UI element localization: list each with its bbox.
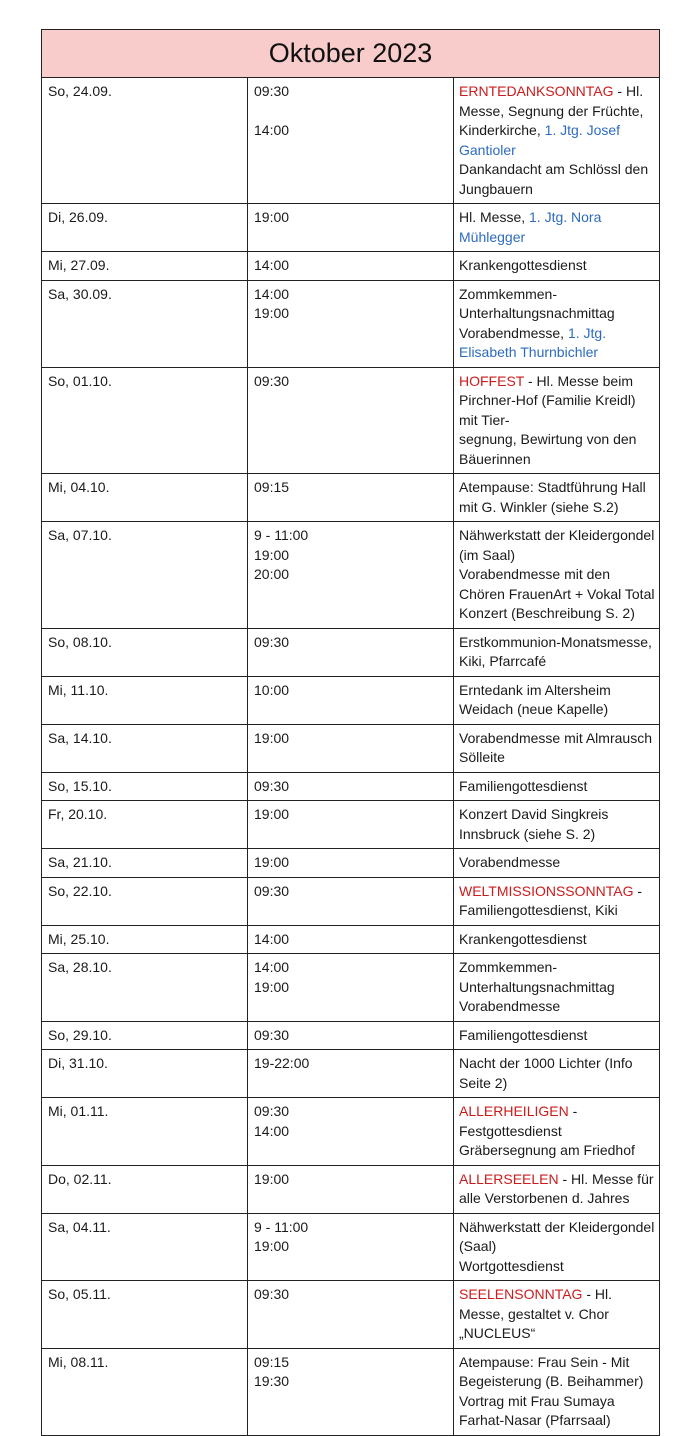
description-text: Atempause: Stadtführung Hall mit G. Winkler (siehe S.2): [459, 479, 646, 515]
event-row: [42, 204, 660, 252]
event-times: [248, 877, 454, 925]
event-times: [248, 1213, 454, 1281]
description-line: [459, 160, 655, 199]
event-description: [454, 1021, 660, 1050]
event-times: [248, 801, 454, 849]
description-text: Familiengottesdienst: [459, 777, 588, 794]
event-time: 14:00: [254, 257, 290, 273]
event-description: [454, 78, 660, 204]
event-times: [248, 204, 454, 252]
event-description: [454, 1050, 660, 1098]
event-row: [42, 474, 660, 522]
description-text: Vorabendmesse: [459, 854, 561, 870]
event-description: [454, 676, 660, 724]
description-text: Nähwerkstatt der Kleidergondel (im Saal): [459, 527, 655, 563]
event-row: [42, 522, 660, 629]
event-description: [454, 801, 660, 849]
event-date: Mi, 25.10.: [42, 925, 248, 954]
description-text: - Festgottesdienst: [459, 1103, 578, 1139]
description-text: Dankandacht am Schlössl den Jungbauern: [459, 161, 649, 197]
event-row: [42, 925, 660, 954]
description-line: [459, 1353, 655, 1392]
feast-label: HOFFEST: [459, 372, 525, 389]
event-date: Sa, 07.10.: [42, 522, 248, 629]
description-line: [459, 1392, 655, 1431]
event-time: 19:30: [254, 1373, 290, 1389]
event-time: 14:00: [254, 1122, 290, 1139]
event-times: [248, 724, 454, 772]
event-date: Mi, 11.10.: [42, 676, 248, 724]
event-time: 19:00: [254, 546, 290, 563]
event-row: [42, 772, 660, 801]
event-time: 19:00: [254, 305, 290, 321]
description-line: [459, 1054, 655, 1093]
event-date: Mi, 04.10.: [42, 474, 248, 522]
event-times: [248, 1165, 454, 1213]
event-date: So, 08.10.: [42, 628, 248, 676]
description-line: [459, 729, 655, 768]
event-time: 09:15: [254, 1353, 290, 1370]
event-list: [42, 78, 660, 1436]
event-time: 19:00: [254, 978, 290, 995]
event-times: [248, 474, 454, 522]
description-line: [459, 372, 655, 431]
description-text: - Hl. Messe beim Pirchner-Hof (Familie Kreidl) mit Tier-: [459, 372, 636, 428]
description-text: Vorabendmesse,: [459, 324, 568, 341]
event-description: [454, 474, 660, 522]
description-line: [459, 930, 655, 950]
event-time: 09:30: [254, 372, 290, 389]
anniversary-note: 1. Jtg. Elisabeth Thurnbichler: [459, 324, 607, 360]
feast-label: ERNTEDANKSONNTAG: [459, 83, 614, 99]
description-text: Konzert (Beschreibung S. 2): [459, 605, 635, 621]
event-times: [248, 78, 454, 204]
event-description: [454, 849, 660, 878]
event-row: [42, 628, 660, 676]
description-text: Kinderkirche,: [459, 122, 545, 138]
event-times: [248, 676, 454, 724]
event-date: So, 29.10.: [42, 1021, 248, 1050]
event-time: 09:30: [254, 1286, 290, 1302]
event-row: [42, 252, 660, 281]
description-line: [459, 882, 655, 921]
event-time: 09:30: [254, 1103, 290, 1119]
event-description: [454, 877, 660, 925]
event-description: [454, 204, 660, 252]
description-line: [459, 324, 655, 363]
event-time: 09:30: [254, 1026, 290, 1043]
description-text: Nähwerkstatt der Kleidergondel (Saal): [459, 1218, 655, 1254]
event-date: Mi, 27.09.: [42, 252, 248, 281]
event-date: Do, 02.11.: [42, 1165, 248, 1213]
description-line: [459, 805, 655, 844]
event-time: 14:00: [254, 122, 290, 138]
event-description: [454, 522, 660, 629]
event-date: Fr, 20.10.: [42, 801, 248, 849]
description-line: [459, 997, 655, 1017]
description-line: [459, 853, 655, 873]
description-text: Gräbersegnung am Friedhof: [459, 1142, 635, 1158]
event-time: 19:00: [254, 1170, 290, 1187]
event-times: [248, 280, 454, 367]
page-title: Oktober 2023: [42, 30, 660, 78]
feast-label: ALLERHEILIGEN: [459, 1103, 569, 1119]
event-description: [454, 724, 660, 772]
event-time: 09:30: [254, 777, 290, 794]
event-table: [41, 29, 660, 1436]
event-times: [248, 1098, 454, 1166]
description-text: Vorabendmesse: [459, 998, 561, 1014]
description-line: [459, 1170, 655, 1209]
description-text: Erntedank im Altersheim Weidach (neue Kapelle): [459, 681, 611, 717]
description-line: [459, 1026, 655, 1046]
event-time: 09:30: [254, 882, 290, 899]
event-row: [42, 1213, 660, 1281]
event-time: 19:00: [254, 854, 290, 870]
event-times: [248, 954, 454, 1022]
anniversary-note: 1. Jtg. Josef Gantioler: [459, 122, 621, 158]
description-line: [459, 681, 655, 720]
event-date: So, 15.10.: [42, 772, 248, 801]
event-date: So, 05.11.: [42, 1281, 248, 1349]
event-date: So, 22.10.: [42, 877, 248, 925]
description-line: [459, 82, 655, 121]
anniversary-note: 1. Jtg. Nora Mühlegger: [459, 209, 602, 245]
description-text: - Familiengottesdienst, Kiki: [459, 882, 643, 918]
event-date: Sa, 30.09.: [42, 280, 248, 367]
event-time: 9 - 11:00: [254, 527, 309, 543]
feast-label: WELTMISSIONSSONNTAG: [459, 882, 634, 899]
description-line: [459, 285, 655, 324]
description-text: Vorabendmesse mit Almrausch Sölleite: [459, 729, 652, 765]
event-time: 10:00: [254, 681, 290, 698]
description-line: [459, 565, 655, 604]
description-text: Zommkemmen-Unterhaltungsnachmittag: [459, 285, 615, 321]
event-date: So, 24.09.: [42, 78, 248, 204]
event-date: Sa, 14.10.: [42, 724, 248, 772]
event-times: [248, 252, 454, 281]
event-description: [454, 772, 660, 801]
event-times: [248, 772, 454, 801]
event-description: [454, 367, 660, 474]
description-line: [459, 633, 655, 672]
description-text: Vortrag mit Frau Sumaya Farhat-Nasar (Pfarrsaal): [459, 1392, 615, 1428]
event-description: [454, 1213, 660, 1281]
description-line: [459, 1218, 655, 1257]
description-text: Wortgottesdienst: [459, 1257, 564, 1274]
description-line: [459, 121, 655, 160]
event-description: [454, 628, 660, 676]
event-date: Di, 26.09.: [42, 204, 248, 252]
event-time: 20:00: [254, 566, 290, 582]
event-time: 19:00: [254, 209, 290, 225]
event-times: [248, 1050, 454, 1098]
event-time: [254, 102, 453, 122]
event-time: 14:00: [254, 959, 290, 975]
description-text: Hl. Messe,: [459, 209, 530, 225]
description-line: [459, 478, 655, 517]
description-line: [459, 526, 655, 565]
event-description: [454, 252, 660, 281]
event-row: [42, 849, 660, 878]
event-times: [248, 925, 454, 954]
event-row: [42, 1281, 660, 1349]
event-time: 14:00: [254, 285, 290, 302]
event-row: [42, 1165, 660, 1213]
event-description: [454, 1348, 660, 1435]
event-description: [454, 280, 660, 367]
event-times: [248, 522, 454, 629]
description-line: [459, 1102, 655, 1141]
description-text: Familiengottesdienst: [459, 1026, 588, 1043]
event-times: [248, 1348, 454, 1435]
description-line: [459, 208, 655, 247]
event-time: 09:30: [254, 633, 290, 650]
event-date: Sa, 28.10.: [42, 954, 248, 1022]
description-text: Erstkommunion-Monatsmesse, Kiki, Pfarrcafé: [459, 633, 652, 669]
description-line: [459, 256, 655, 276]
event-row: [42, 1050, 660, 1098]
description-text: Zommkemmen-Unterhaltungsnachmittag: [459, 959, 615, 995]
event-date: Mi, 01.11.: [42, 1098, 248, 1166]
event-description: [454, 1281, 660, 1349]
event-date: Di, 31.10.: [42, 1050, 248, 1098]
event-description: [454, 925, 660, 954]
event-row: [42, 724, 660, 772]
feast-label: SEELENSONNTAG: [459, 1286, 583, 1302]
description-text: Konzert David Singkreis Innsbruck (siehe S. 2): [459, 806, 609, 842]
description-text: - Hl. Messe für alle Verstorbenen d. Jahres: [459, 1170, 654, 1206]
description-line: [459, 1257, 655, 1277]
event-row: [42, 1348, 660, 1435]
description-text: segnung, Bewirtung von den Bäuerinnen: [459, 431, 637, 467]
description-text: Krankengottesdienst: [459, 930, 587, 947]
calendar-page: [41, 29, 660, 1436]
event-time: 09:15: [254, 479, 290, 495]
description-line: [459, 1285, 655, 1344]
event-date: Sa, 21.10.: [42, 849, 248, 878]
event-times: [248, 367, 454, 474]
feast-label: ALLERSEELEN: [459, 1170, 559, 1187]
event-time: 19:00: [254, 1238, 290, 1254]
event-row: [42, 280, 660, 367]
description-text: Atempause: Frau Sein - Mit Begeisterung (B. Beihammer): [459, 1353, 644, 1389]
event-row: [42, 1098, 660, 1166]
event-times: [248, 849, 454, 878]
event-times: [248, 628, 454, 676]
description-line: [459, 430, 655, 469]
event-description: [454, 954, 660, 1022]
event-date: So, 01.10.: [42, 367, 248, 474]
event-row: [42, 877, 660, 925]
event-time: 09:30: [254, 83, 290, 99]
description-text: - Hl. Messe, gestaltet v. Chor „NUCLEUS“: [459, 1286, 612, 1341]
event-time: 9 - 11:00: [254, 1218, 309, 1235]
description-line: [459, 604, 655, 624]
description-text: Vorabendmesse mit den Chören FrauenArt + Vokal Total: [459, 566, 655, 602]
event-row: [42, 954, 660, 1022]
event-description: [454, 1165, 660, 1213]
event-time: 14:00: [254, 930, 290, 947]
event-description: [454, 1098, 660, 1166]
event-time: 19:00: [254, 806, 290, 822]
description-text: Nacht der 1000 Lichter (Info Seite 2): [459, 1055, 633, 1091]
description-line: [459, 958, 655, 997]
description-line: [459, 1141, 655, 1161]
event-times: [248, 1021, 454, 1050]
description-line: [459, 777, 655, 797]
event-time: 19:00: [254, 729, 290, 746]
event-row: [42, 367, 660, 474]
event-date: Mi, 08.11.: [42, 1348, 248, 1435]
event-row: [42, 801, 660, 849]
event-time: 19-22:00: [254, 1055, 310, 1071]
description-text: Krankengottesdienst: [459, 257, 587, 273]
event-date: Sa, 04.11.: [42, 1213, 248, 1281]
description-text: - Hl. Messe, Segnung der Früchte,: [459, 83, 644, 119]
event-row: [42, 676, 660, 724]
event-row: [42, 78, 660, 204]
event-times: [248, 1281, 454, 1349]
event-row: [42, 1021, 660, 1050]
